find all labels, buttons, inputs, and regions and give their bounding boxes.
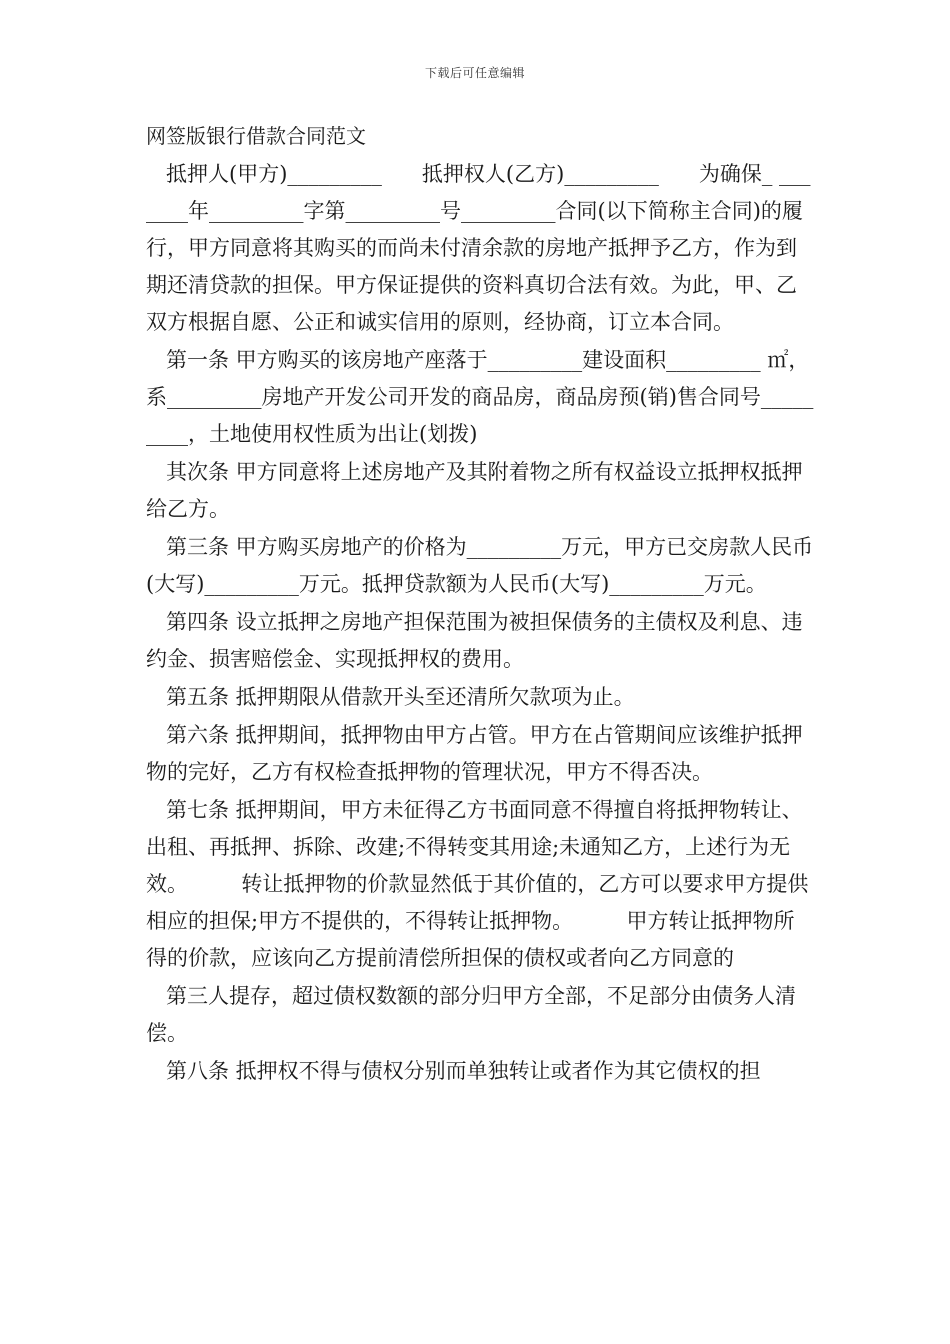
paragraph-article-5: 第五条 抵押期限从借款开头至还清所欠款项为止。: [166, 685, 635, 709]
document-title: 网签版银行借款合同范文: [146, 124, 366, 148]
paragraph-article-8: 第八条 抵押权不得与债权分别而单独转让或者作为其它债权的担: [166, 1059, 761, 1083]
paragraph-article-2: 其次条 甲方同意将上述房地产及其附着物之所有权益设立抵押权抵押给乙方。: [146, 460, 803, 521]
paragraph-article-3: 第三条 甲方购买房地产的价格为_________万元，甲方已交房款人民币(大写)_________万元。抵押贷款额为人民币(大写)_________万元。: [146, 535, 814, 596]
paragraph-intro: 抵押人(甲方)_________ 抵押权人(乙方)_________ 为确保_ _______年_________字第_________号_________合同(以下简称主合同)的履行，甲方同意将其购买的而尚未付清余款的房地产抵押予乙方，作为到期还清贷款的担保。甲方保证提供的资料真切合法有效。为此，甲、乙双方根据自愿、公正和诚实信用的原则，经协商，订立本合同。: [146, 162, 811, 334]
paragraph-article-1: 第一条 甲方购买的该房地产座落于_________建设面积_________ ㎡，系_________房地产开发公司开发的商品房，商品房预(销)售合同号_________，土地使用权性质为出让(划拨): [146, 348, 814, 446]
paragraph-article-7-continued: 第三人提存，超过债权数额的部分归甲方全部，不足部分由债务人清偿。: [146, 984, 796, 1045]
paragraph-article-4: 第四条 设立抵押之房地产担保范围为被担保债务的主债权及利息、违约金、损害赔偿金、实现抵押权的费用。: [146, 610, 803, 671]
document-body: [146, 118, 814, 1091]
paragraph-article-7: 第七条 抵押期间，甲方未征得乙方书面同意不得擅自将抵押物转让、出租、再抵押、拆除、改建;不得转变其用途;未通知乙方，上述行为无效。 转让抵押物的价款显然低于其价值的，乙方可以要求甲方提供相应的担保;甲方不提供的，不得转让抵押物。 甲方转让抵押物所得的价款，应该向乙方提前清偿所担保的债权或者向乙方同意的: [146, 798, 809, 970]
paragraph-article-6: 第六条 抵押期间，抵押物由甲方占管。甲方在占管期间应该维护抵押物的完好，乙方有权检查抵押物的管理状况，甲方不得否决。: [146, 723, 803, 784]
page-header: 下载后可任意编辑: [424, 66, 525, 80]
